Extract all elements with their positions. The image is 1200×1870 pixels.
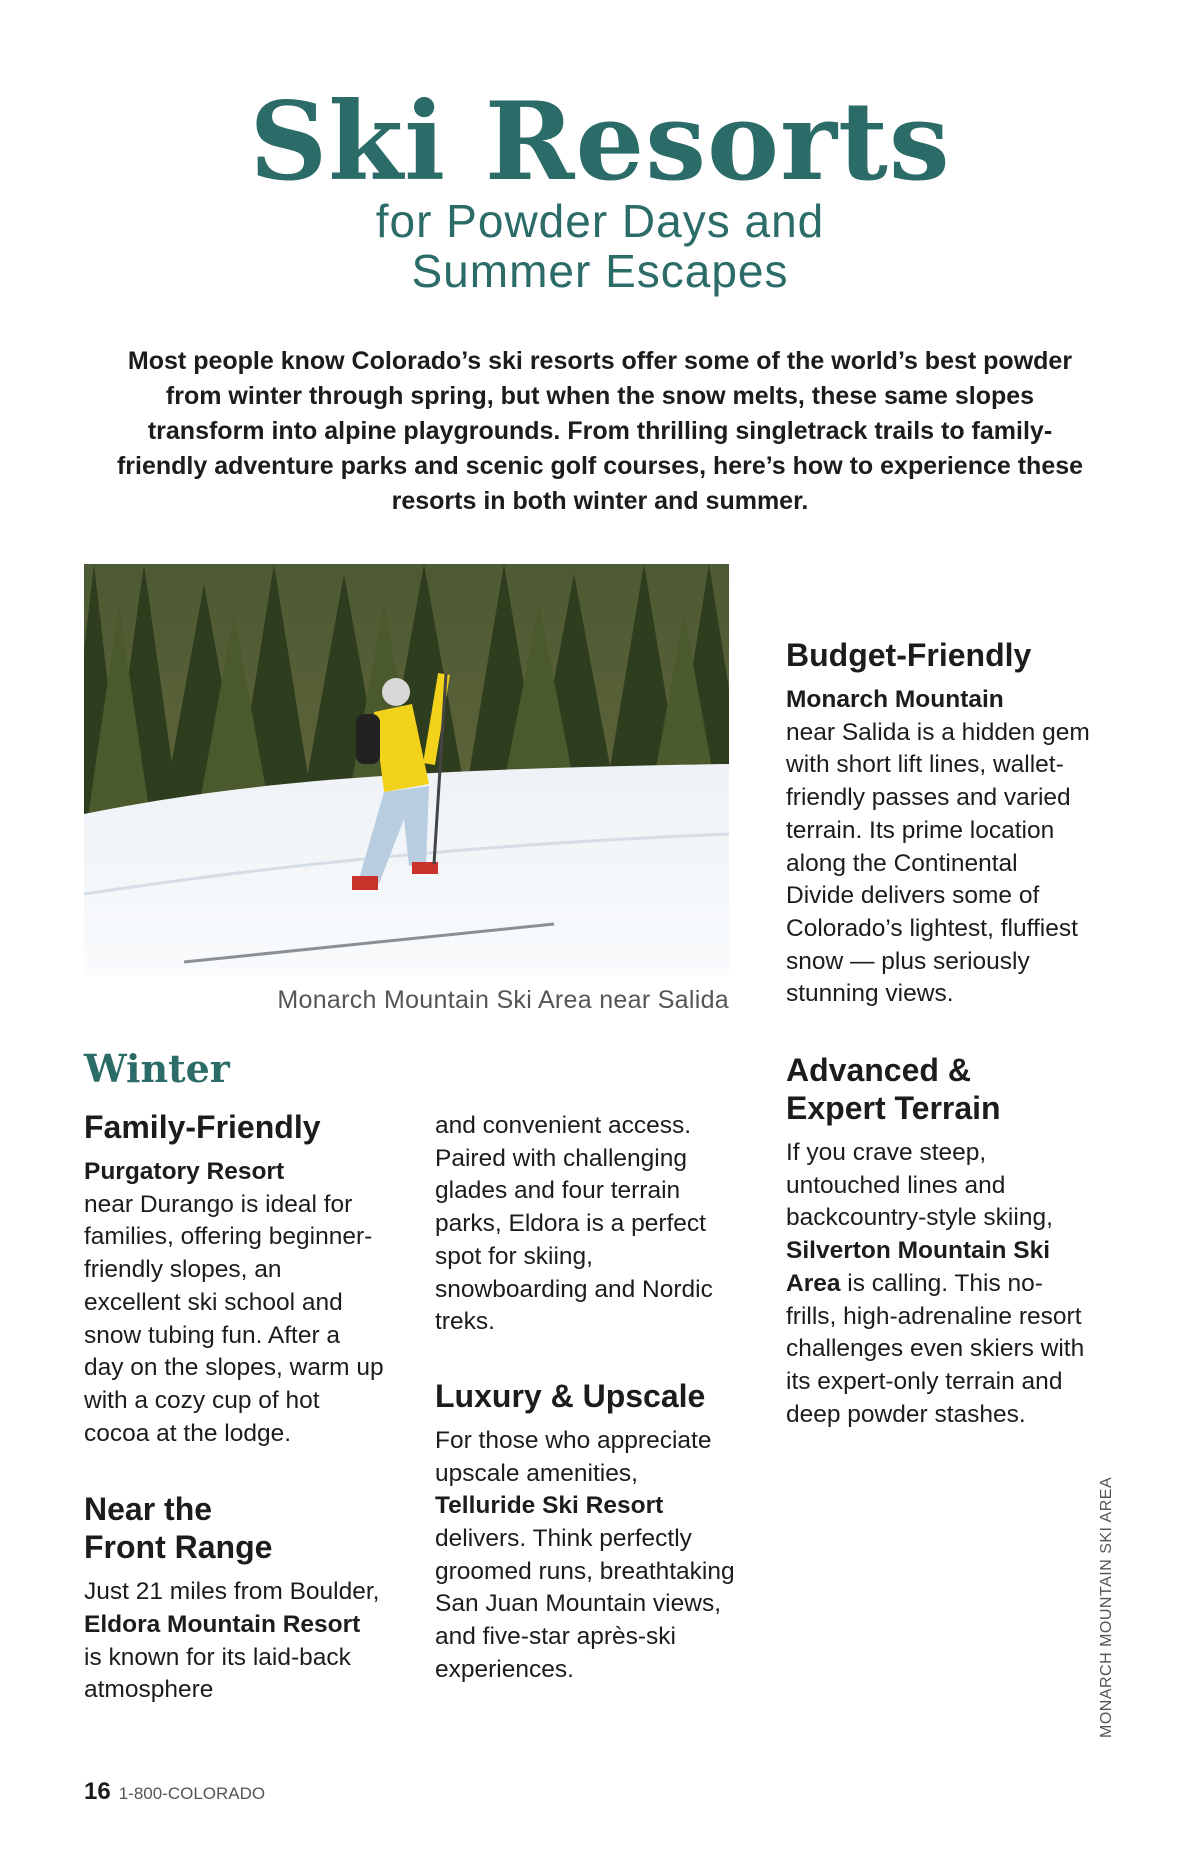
subtitle-line-1: for Powder Days and: [375, 195, 825, 247]
budget-resort-name: Monarch Mountain: [786, 686, 1004, 713]
luxury-resort-name: Telluride Ski Resort: [435, 1492, 664, 1520]
budget-friendly-text: Monarch Mountain near Salida is a hidden gem with short lift lines, wallet-friendly passes and varied terrain. Its prime location along the Continental Divide delivers some of Colorado’s lightest, fluffiest snow — plus seriously stunning views.: [786, 686, 1090, 1008]
skier-photo: [84, 564, 729, 976]
family-friendly-heading: Family-Friendly: [84, 1109, 321, 1145]
family-resort-name: Purgatory Resort: [84, 1158, 285, 1185]
expert-terrain-heading: Advanced & Expert Terrain: [786, 1052, 1001, 1127]
budget-friendly-heading: Budget-Friendly: [786, 637, 1032, 673]
subtitle-line-2: Summer Escapes: [411, 245, 789, 297]
column-2: [435, 1110, 735, 1687]
page-title: Ski Resorts: [249, 79, 951, 205]
page-subtitle: [0, 196, 1200, 296]
front-range-continued: and convenient access. Paired with challenging glades and four terrain parks, Eldora is a perfect spot for skiing, snowboarding and Nordic treks.: [435, 1112, 713, 1336]
expert-resort-name: Silverton Mountain Ski Area: [786, 1237, 1051, 1297]
intro-paragraph: Most people know Colorado’s ski resorts offer some of the world’s best powder from winter through spring, but when the snow melts, these same slopes transform into alpine playgrounds. From thrilling singletrack trails to family-friendly adventure parks and scenic golf courses, here’s how to experience these resorts in both winter and summer.: [116, 347, 1084, 515]
photo-caption: Monarch Mountain Ski Area near Salida: [277, 986, 729, 1014]
family-friendly-text: Purgatory Resort near Durango is ideal for families, offering beginner-friendly slopes, an excellent ski school and snow tubing fun. After a day on the slopes, warm up with a cozy cup of hot cocoa at the lodge.: [84, 1158, 384, 1447]
front-range-text: Just 21 miles from Boulder, Eldora Mountain Resort is known for its laid-back atmosphere: [84, 1578, 380, 1704]
section-heading-winter: Winter: [84, 1046, 230, 1091]
column-3: [786, 636, 1091, 1431]
luxury-heading: Luxury & Upscale: [435, 1377, 706, 1414]
page-number: 16: [84, 1778, 111, 1805]
photo-credit: MONARCH MOUNTAIN SKI AREA: [1098, 1476, 1115, 1738]
footer-phone: 1-800-COLORADO: [118, 1784, 266, 1803]
luxury-text: For those who appreciate upscale amenities, Telluride Ski Resort delivers. Think perfectly groomed runs, breathtaking San Juan Mountain views, and five-star après-ski experiences.: [435, 1426, 735, 1683]
page-footer: [84, 1778, 265, 1806]
skier-illustration: [84, 564, 729, 976]
column-1: [84, 1108, 384, 1707]
expert-terrain-text: If you crave steep, untouched lines and backcountry-style skiing, Silverton Mountain Ski Area is calling. This no-frills, high-adrenaline resort challenges even skiers with its expert-only terrain and deep powder stashes.: [786, 1139, 1085, 1428]
front-range-heading: Near the Front Range: [84, 1491, 273, 1566]
front-range-resort-name: Eldora Mountain Resort: [84, 1611, 361, 1639]
